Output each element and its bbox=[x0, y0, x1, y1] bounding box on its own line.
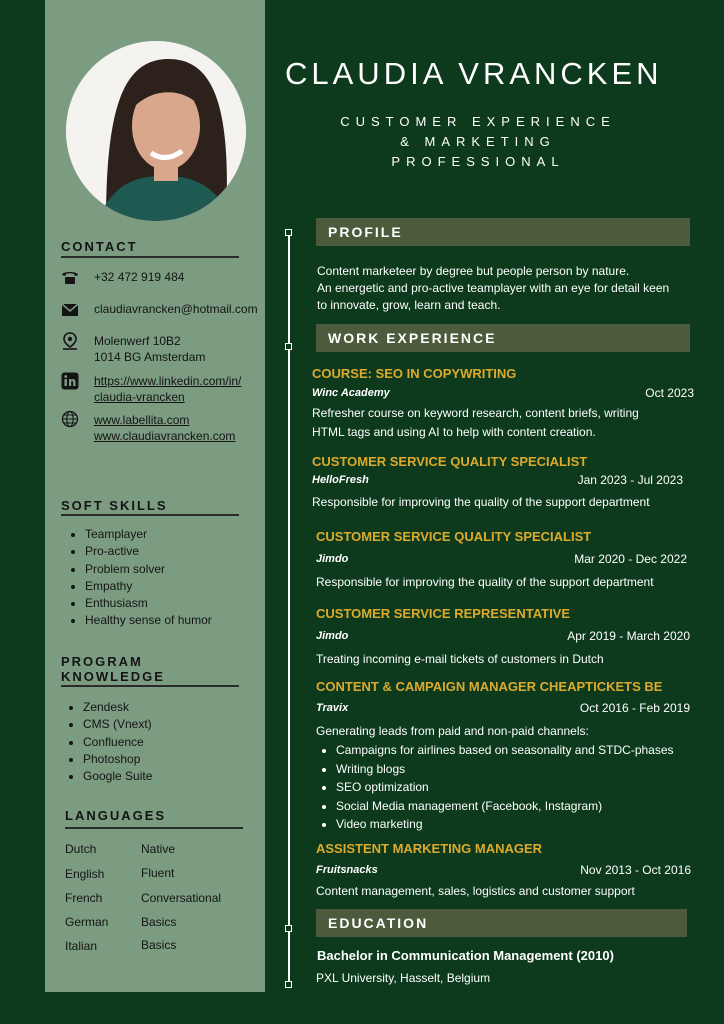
job-title: CUSTOMER SERVICE QUALITY SPECIALIST bbox=[312, 454, 588, 469]
profile-line-1: Content marketeer by degree but people person by nature. bbox=[317, 264, 630, 278]
job-description bbox=[316, 573, 706, 592]
job-title: CUSTOMER SERVICE QUALITY SPECIALIST bbox=[316, 529, 592, 544]
language-level: Basics bbox=[141, 915, 177, 929]
job-description bbox=[316, 722, 706, 741]
soft-skills-title: SOFT SKILLS bbox=[61, 498, 168, 513]
profile-line-3: to innovate, grow, learn and teach. bbox=[317, 298, 501, 312]
profile-text bbox=[317, 263, 697, 314]
list-item: • SEO optimization bbox=[336, 778, 674, 797]
list-item: • Confluence bbox=[83, 734, 152, 751]
language-level: Native bbox=[141, 842, 176, 856]
job-description-line: Refresher course on keyword research, content briefs, writing bbox=[312, 406, 639, 420]
language-level: Conversational bbox=[141, 891, 222, 905]
profile-photo bbox=[66, 41, 246, 221]
phone-icon bbox=[61, 268, 79, 286]
job-description-line: Responsible for improving the quality of the support department bbox=[312, 495, 650, 509]
languages-rule bbox=[65, 827, 243, 829]
language-level: Fluent bbox=[141, 866, 175, 880]
job-title: CUSTOMER SERVICE REPRESENTATIVE bbox=[316, 606, 571, 621]
list-item: • Enthusiasm bbox=[85, 595, 212, 612]
job-description-line: Treating incoming e-mail tickets of customers in Dutch bbox=[316, 652, 604, 666]
list-item: • Zendesk bbox=[83, 699, 152, 716]
job-subtitle bbox=[318, 112, 638, 172]
program-knowledge-title-line-2: KNOWLEDGE bbox=[61, 669, 165, 684]
language-name: Dutch bbox=[65, 842, 97, 856]
job-company: Fruitsnacks bbox=[316, 864, 378, 876]
list-item: • Google Suite bbox=[83, 768, 152, 785]
soft-skills-list bbox=[61, 526, 212, 630]
job-bullet-list bbox=[316, 741, 674, 834]
list-item: • Pro-active bbox=[85, 543, 212, 560]
job-description-line: Generating leads from paid and non-paid channels: bbox=[316, 724, 589, 738]
subtitle-line-2: & MARKETING bbox=[400, 134, 556, 149]
location-icon bbox=[61, 332, 79, 350]
job-date: Apr 2019 - March 2020 bbox=[567, 629, 690, 643]
linkedin-link-line-1[interactable]: https://www.linkedin.com/in/ bbox=[94, 374, 242, 388]
globe-icon bbox=[61, 410, 79, 428]
program-knowledge-title bbox=[61, 654, 165, 684]
job-description bbox=[312, 404, 702, 442]
language-level: Basics bbox=[141, 938, 177, 952]
job-description-line: HTML tags and using AI to help with content creation. bbox=[312, 425, 596, 439]
language-name: German bbox=[65, 915, 109, 929]
list-item: • Empathy bbox=[85, 578, 212, 595]
list-item: • Teamplayer bbox=[85, 526, 212, 543]
list-item: • Video marketing bbox=[336, 815, 674, 834]
contact-title: CONTACT bbox=[61, 239, 138, 254]
contact-linkedin[interactable] bbox=[94, 373, 241, 405]
timeline-node bbox=[285, 981, 292, 988]
contact-email[interactable]: claudiavrancken@hotmail.com bbox=[94, 302, 258, 316]
list-item: • CMS (Vnext) bbox=[83, 716, 152, 733]
linkedin-icon bbox=[61, 372, 79, 390]
subtitle-line-1: CUSTOMER EXPERIENCE bbox=[340, 114, 616, 129]
contact-address bbox=[94, 333, 205, 365]
page-title: CLAUDIA VRANCKEN bbox=[285, 56, 663, 91]
program-knowledge-list bbox=[59, 699, 152, 785]
job-description bbox=[316, 882, 706, 901]
timeline-node bbox=[285, 925, 292, 932]
job-date: Oct 2023 bbox=[645, 386, 694, 400]
job-description-line: Content management, sales, logistics and customer support bbox=[316, 884, 635, 898]
list-item: • Photoshop bbox=[83, 751, 152, 768]
contact-rule bbox=[61, 256, 239, 258]
contact-websites[interactable] bbox=[94, 412, 235, 444]
job-title: CONTENT & CAMPAIGN MANAGER CHEAPTICKETS BE bbox=[316, 679, 663, 694]
job-company: Travix bbox=[316, 702, 349, 714]
language-name: Italian bbox=[65, 939, 98, 953]
education-degree: Bachelor in Communication Management (2010) bbox=[317, 948, 614, 963]
work-experience-header: WORK EXPERIENCE bbox=[316, 324, 690, 352]
list-item: • Healthy sense of humor bbox=[85, 612, 212, 629]
soft-skills-rule bbox=[61, 514, 239, 516]
profile-line-2: An energetic and pro-active teamplayer with an eye for detail keen bbox=[317, 281, 670, 295]
job-description bbox=[312, 493, 702, 512]
list-item: • Campaigns for airlines based on seasonality and STDC-phases bbox=[336, 741, 674, 760]
language-name: English bbox=[65, 867, 105, 881]
profile-header: PROFILE bbox=[316, 218, 690, 246]
contact-phone: +32 472 919 484 bbox=[94, 270, 185, 284]
languages-title: LANGUAGES bbox=[65, 808, 167, 823]
job-date: Jan 2023 - Jul 2023 bbox=[577, 473, 683, 487]
subtitle-line-3: PROFESSIONAL bbox=[391, 154, 565, 169]
website-link-1[interactable]: www.labellita.com bbox=[94, 413, 190, 427]
job-company: Winc Academy bbox=[312, 387, 390, 399]
program-knowledge-title-line-1: PROGRAM bbox=[61, 654, 143, 669]
job-title: COURSE: SEO IN COPYWRITING bbox=[312, 366, 517, 381]
website-link-2[interactable]: www.claudiavrancken.com bbox=[94, 429, 236, 443]
job-company: HelloFresh bbox=[312, 474, 369, 486]
address-line-1: Molenwerf 10B2 bbox=[94, 334, 181, 348]
timeline-node bbox=[285, 343, 292, 350]
program-knowledge-rule bbox=[61, 685, 239, 687]
job-date: Nov 2013 - Oct 2016 bbox=[580, 863, 691, 877]
job-company: Jimdo bbox=[316, 553, 349, 565]
timeline-node bbox=[285, 229, 292, 236]
education-school: PXL University, Hasselt, Belgium bbox=[316, 971, 491, 985]
list-item: • Social Media management (Facebook, Instagram) bbox=[336, 797, 674, 816]
job-date: Oct 2016 - Feb 2019 bbox=[579, 701, 690, 715]
job-title: ASSISTENT MARKETING MANAGER bbox=[316, 841, 543, 856]
job-company: Jimdo bbox=[316, 630, 349, 642]
job-date: Mar 2020 - Dec 2022 bbox=[574, 552, 687, 566]
education-header: EDUCATION bbox=[316, 909, 687, 937]
job-description bbox=[316, 650, 706, 669]
address-line-2: 1014 BG Amsterdam bbox=[94, 350, 206, 364]
job-description-line: Responsible for improving the quality of the support department bbox=[316, 575, 654, 589]
email-icon bbox=[61, 301, 79, 319]
list-item: • Writing blogs bbox=[336, 760, 674, 779]
linkedin-link-line-2[interactable]: claudia-vrancken bbox=[94, 390, 185, 404]
list-item: • Problem solver bbox=[85, 561, 212, 578]
language-name: French bbox=[65, 891, 103, 905]
